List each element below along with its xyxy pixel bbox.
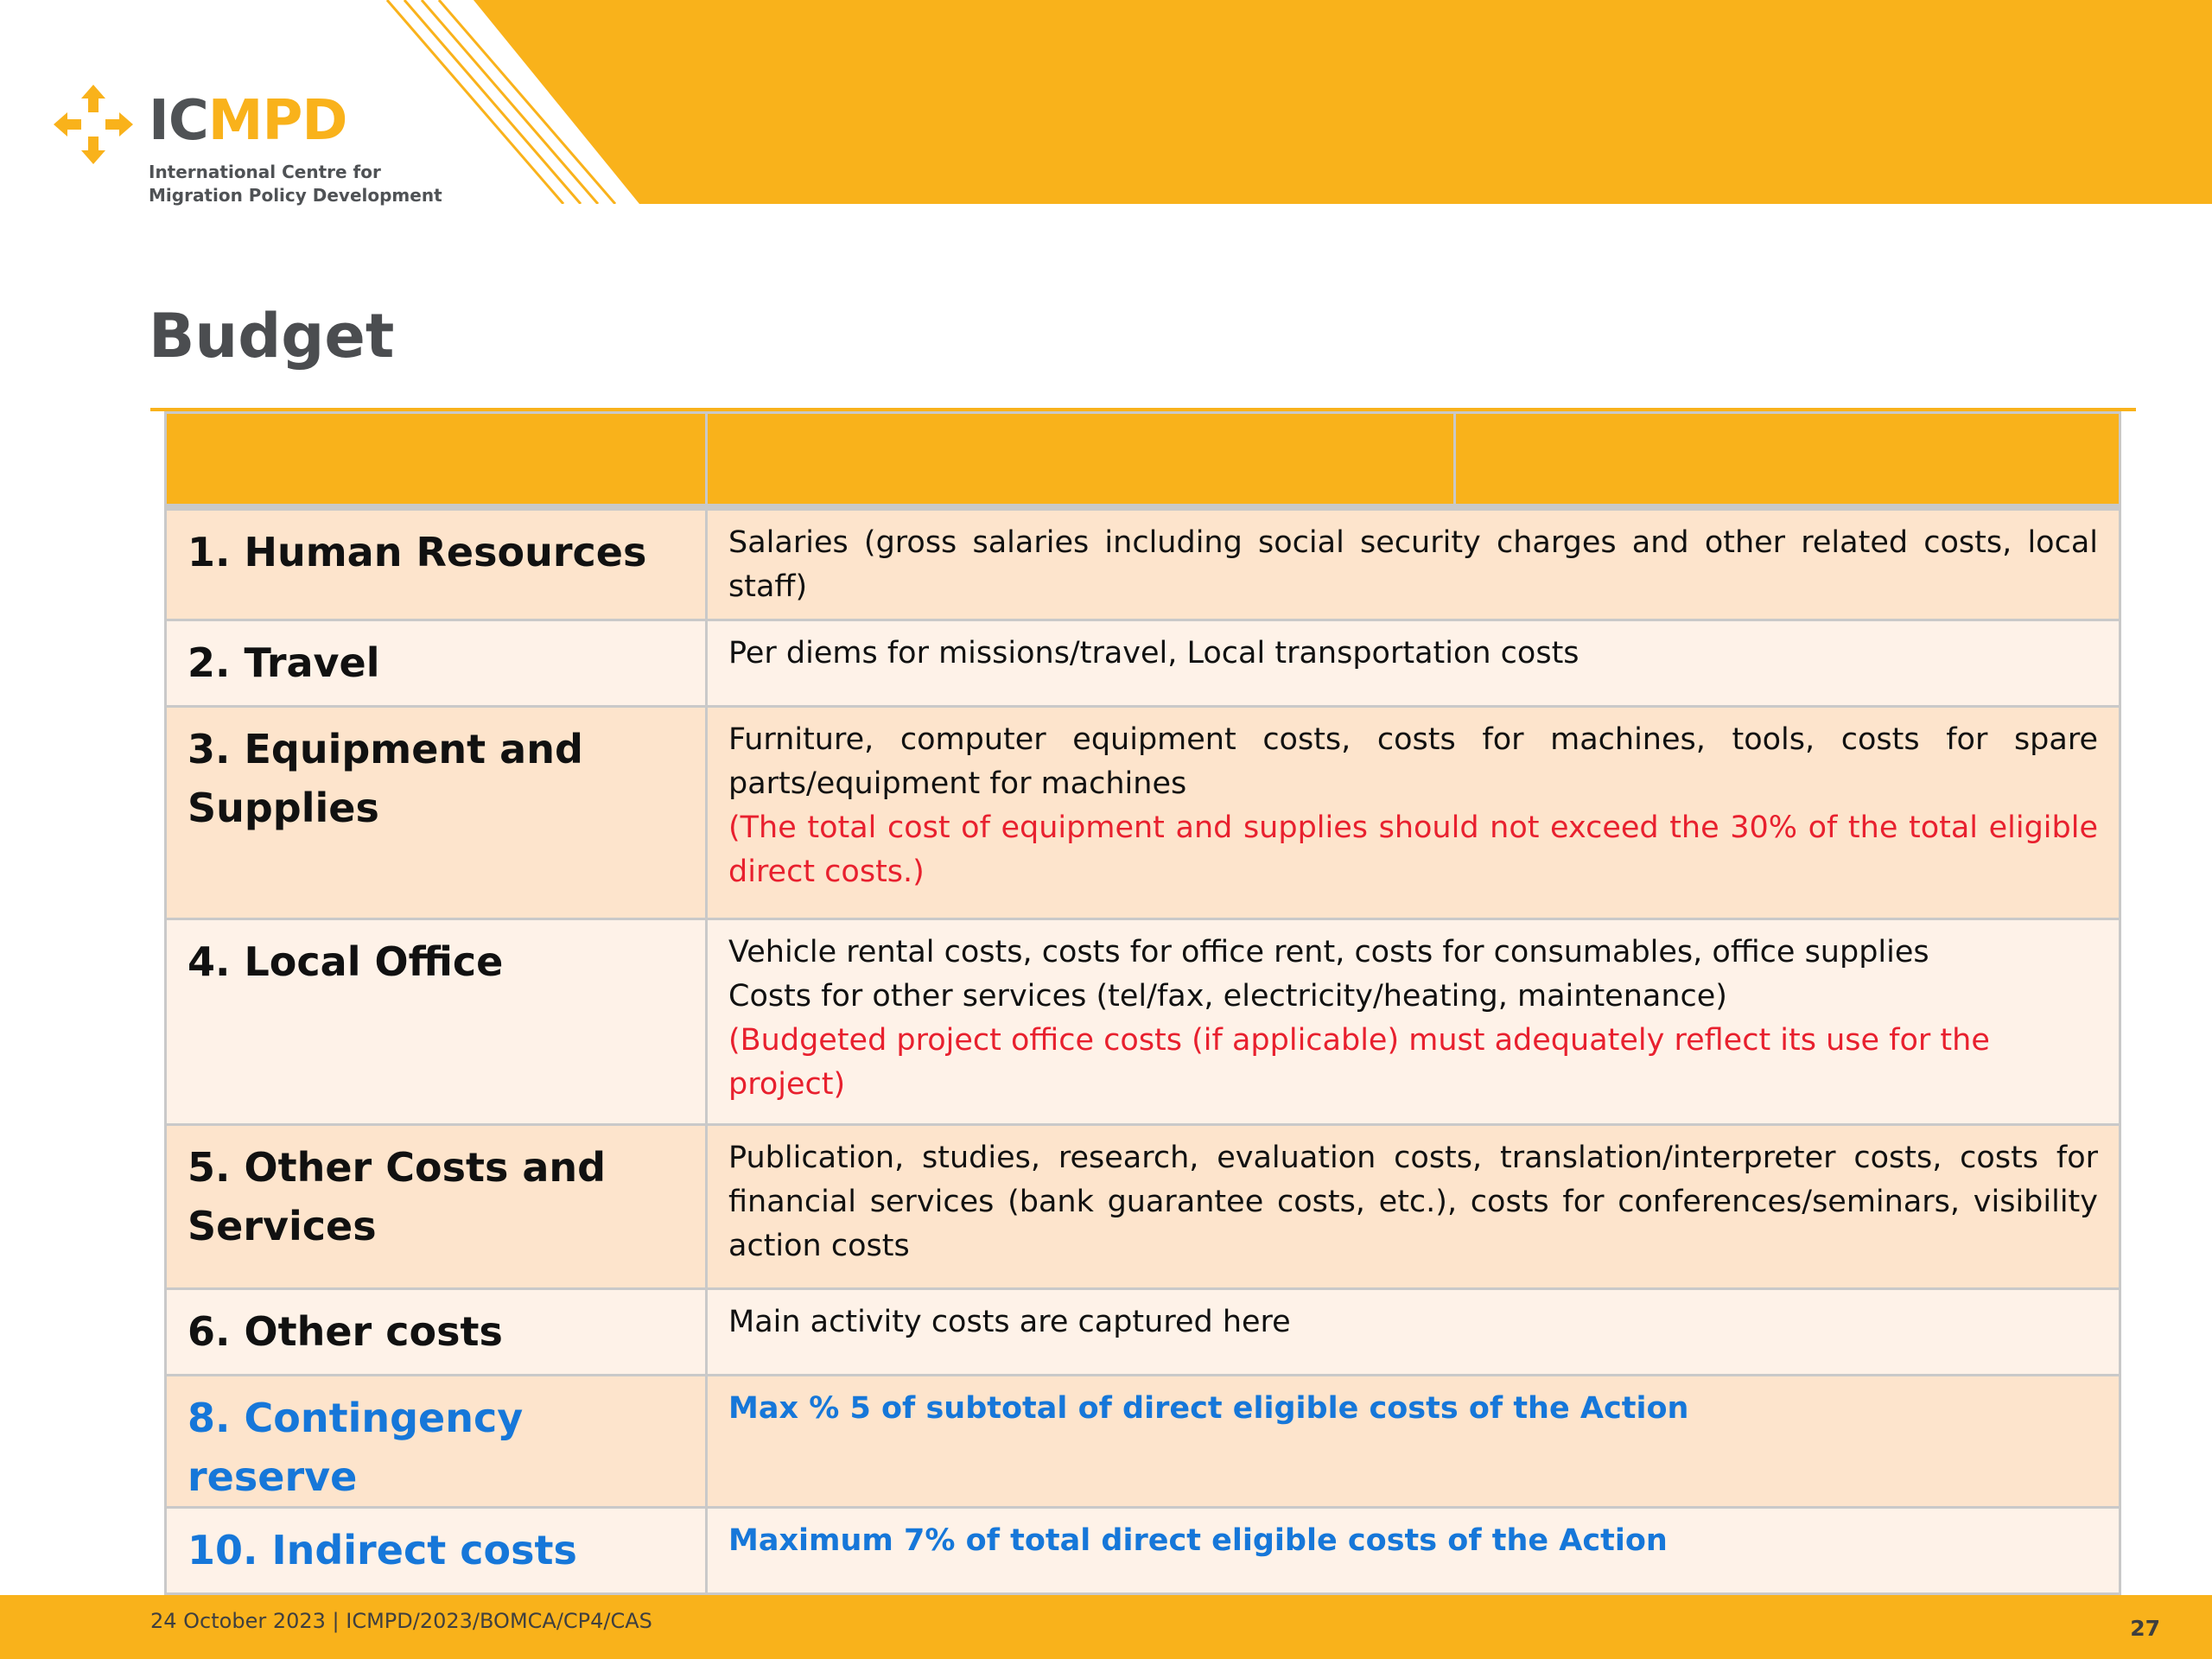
logo-subtitle-line-1: International Centre for <box>149 162 381 182</box>
table-row-travel <box>166 620 2120 706</box>
logo-wordmark <box>149 89 347 153</box>
description-line: Costs for other services (tel/fax, electricity/heating, maintenance) <box>728 978 1727 1014</box>
header-cell-3 <box>1455 413 2120 508</box>
description-line: Publication, studies, research, evaluation costs, translation/interpreter costs, costs for financial services (bank guarantee costs, etc.), costs for conferences/seminars, visibility action costs <box>728 1140 2098 1263</box>
description-cell <box>707 1507 2120 1593</box>
description-line: Per diems for missions/travel, Local transportation costs <box>728 635 1580 671</box>
header-cell-1 <box>166 413 707 508</box>
description-line: Max % 5 of subtotal of direct eligible costs of the Action <box>728 1390 1689 1426</box>
description-cell <box>707 1375 2120 1507</box>
table-row-local-office <box>166 918 2120 1124</box>
description-cell <box>707 1124 2120 1288</box>
category-cell: 5. Other Costs and Services <box>166 1124 707 1288</box>
table-row-indirect-costs <box>166 1507 2120 1593</box>
description-note: (Budgeted project office costs (if applicable) must adequately reflect its use for the project) <box>728 1022 1990 1102</box>
page-title: Budget <box>149 301 395 372</box>
logo-subtitle <box>149 161 442 207</box>
description-cell <box>707 620 2120 706</box>
icmpd-logo <box>52 83 442 221</box>
description-line: Salaries (gross salaries including social security charges and other related costs, local staff) <box>728 525 2098 604</box>
category-cell: 10. Indirect costs <box>166 1507 707 1593</box>
description-line: Vehicle rental costs, costs for office rent, costs for consumables, office supplies <box>728 934 1929 969</box>
logo-text-mpd: MPD <box>207 89 347 153</box>
four-arrows-icon <box>52 83 135 166</box>
table-row-other-costs-services <box>166 1124 2120 1288</box>
category-cell: 2. Travel <box>166 620 707 706</box>
header-cell-2 <box>707 413 1455 508</box>
category-cell: 6. Other costs <box>166 1288 707 1375</box>
logo-text-ic: IC <box>149 89 208 153</box>
description-line: Maximum 7% of total direct eligible costs of the Action <box>728 1522 1668 1558</box>
footer-reference: 24 October 2023 | ICMPD/2023/BOMCA/CP4/CAS <box>150 1609 652 1633</box>
table-row-equipment-supplies <box>166 706 2120 918</box>
table-row-human-resources <box>166 507 2120 620</box>
category-cell: 4. Local Office <box>166 918 707 1124</box>
category-cell: 8. Contingency reserve <box>166 1375 707 1507</box>
table-row-contingency-reserve <box>166 1375 2120 1507</box>
description-cell <box>707 507 2120 620</box>
table-header-row <box>166 413 2120 508</box>
page-number: 27 <box>2130 1616 2160 1641</box>
description-cell <box>707 706 2120 918</box>
banner-fill <box>474 0 2212 204</box>
description-line: Furniture, computer equipment costs, costs for machines, tools, costs for spare parts/equipment for machines <box>728 721 2098 801</box>
description-line: Main activity costs are captured here <box>728 1304 1291 1339</box>
description-cell <box>707 1288 2120 1375</box>
budget-table <box>164 411 2121 1595</box>
table-row-other-costs <box>166 1288 2120 1375</box>
description-cell <box>707 918 2120 1124</box>
logo-subtitle-line-2: Migration Policy Development <box>149 185 442 206</box>
description-note: (The total cost of equipment and supplies should not exceed the 30% of the total eligible direct costs.) <box>728 810 2098 889</box>
category-cell: 3. Equipment and Supplies <box>166 706 707 918</box>
category-cell: 1. Human Resources <box>166 507 707 620</box>
